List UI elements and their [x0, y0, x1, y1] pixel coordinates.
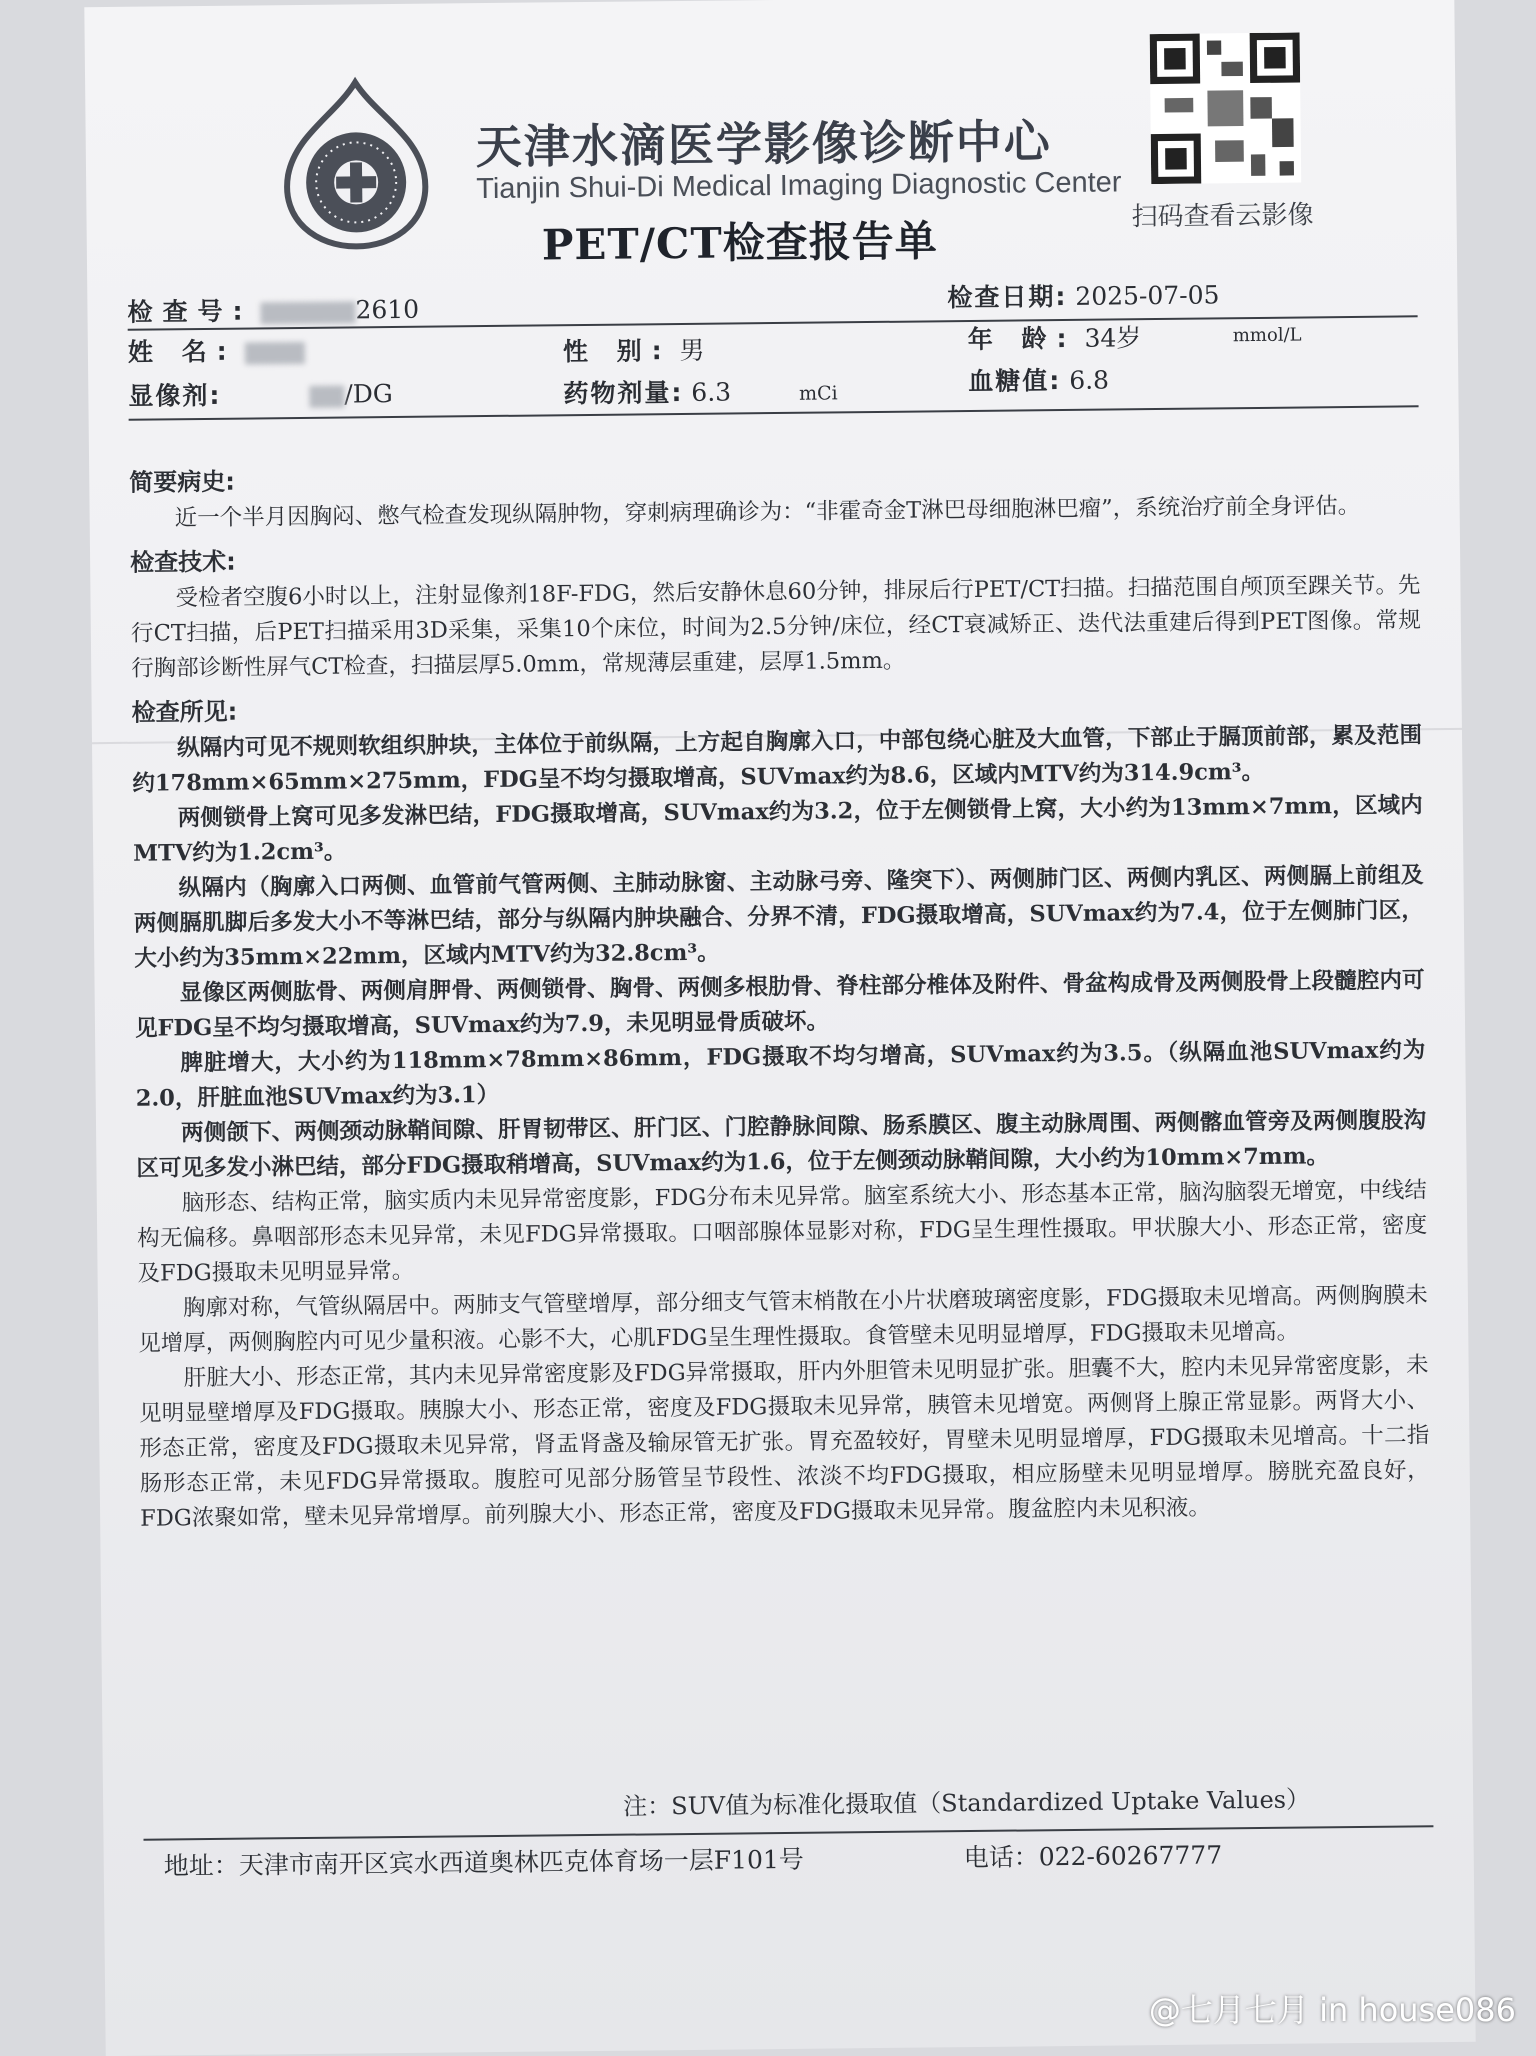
exam-date-value: 2025-07-05: [1075, 280, 1219, 311]
dose-unit: mCi: [799, 382, 838, 404]
history-title: 简要病史:: [129, 449, 1419, 498]
exam-date-label: 检查日期:: [947, 282, 1067, 312]
redaction: [309, 385, 344, 407]
report-body: [129, 443, 1430, 1536]
findings-title: 检查所见:: [131, 679, 1421, 728]
exam-no-label: 检查号:: [127, 296, 252, 326]
agent-row: [128, 374, 393, 413]
exam-no: [127, 290, 419, 329]
dose-label: 药物剂量:: [563, 378, 683, 408]
glucose-row: [968, 361, 1109, 398]
redaction: [244, 341, 304, 364]
footer-address: 地址：天津市南开区宾水西道奥林匹克体育场一层F101号: [164, 1840, 804, 1883]
finding-paragraph: 显像区两侧肱骨、两侧肩胛骨、两侧锁骨、胸骨、两侧多根肋骨、脊柱部分椎体及附件、骨盆构成骨及两侧股骨上段髓腔内可见FDG呈不均匀摄取增高，SUVmax约为7.9，未见明显骨质破坏。: [134, 963, 1425, 1047]
finding-paragraph: 肝脏大小、形态正常，其内未见异常密度影及FDG异常摄取，肝内外胆管未见明显扩张。胆囊不大，腔内未见异常密度影，未见明显壁增厚及FDG摄取。胰腺大小、形态正常，密度及FDG摄取未见异常，胰管未见增宽。两侧肾上腺正常显影。两肾大小、形态正常，密度及FDG摄取未见异常，肾盂肾盏及输尿管无扩张。胃充盈较好，胃壁未见明显增厚，FDG摄取未见增高。十二指肠形态正常，未见FDG异常摄取。腹腔可见部分肠管呈节段性、浓淡不均FDG摄取，相应肠壁未见明显增厚。膀胱充盈良好，FDG浓聚如常，壁未见异常增厚。前列腺大小、形态正常，密度及FDG摄取未见异常。腹盆腔内未见积液。: [138, 1348, 1430, 1536]
sex-row: [563, 331, 705, 368]
finding-paragraph: 胸廓对称，气管纵隔居中。两肺支气管壁增厚，部分细支气管末梢散在小片状磨玻璃密度影，FDG摄取未见增高。两侧胸膜未见增厚，两侧胸腔内可见少量积液。心影不大，心肌FDG呈生理性摄取。食管壁未见明显增厚，FDG摄取未见增高。: [138, 1278, 1429, 1362]
footer-rule: [143, 1825, 1433, 1841]
technique-text: 受检者空腹6小时以上，注射显像剂18F-FDG，然后安静休息60分钟，排尿后行PET/CT扫描。扫描范围自颅顶至踝关节。先行CT扫描，后PET扫描采用3D采集，采集10个床位，时间为2.5分钟/床位，经CT衰减矫正、迭代法重建后得到PET图像。常规行胸部诊断性屏气CT检查，扫描层厚5.0mm，常规薄层重建，层厚1.5mm。: [130, 568, 1421, 687]
agent-label: 显像剂:: [128, 381, 221, 411]
age-label: 年 龄:: [968, 324, 1077, 354]
finding-paragraph: 两侧颌下、两侧颈动脉鞘间隙、肝胃韧带区、肝门区、门腔静脉间隙、肠系膜区、腹主动脉周围、两侧髂血管旁及两侧腹股沟区可见多发小淋巴结，部分FDG摄取稍增高，SUVmax约为1.6，位于左侧颈动脉鞘间隙，大小约为10mm×7mm。: [136, 1103, 1427, 1187]
sex-value: 男: [679, 336, 704, 365]
qr-code: [1150, 33, 1302, 185]
agent-value: /DG: [344, 379, 393, 409]
glucose-label: 血糖值:: [968, 366, 1061, 396]
finding-paragraph: 纵隔内可见不规则软组织肿块，主体位于前纵隔，上方起自胸廓入口，中部包绕心脏及大血管，下部止于膈顶前部，累及范围约178mm×65mm×275mm，FDG呈不均匀摄取增高，SUVmax约为8.6，区域内MTV约为314.9cm³。: [132, 718, 1423, 802]
footer-phone: 电话：022-60267777: [964, 1835, 1223, 1874]
glucose-value: 6.8: [1069, 366, 1109, 395]
history-text: 近一个半月因胸闷、憋气检查发现纵隔肿物，穿刺病理确诊为：“非霍奇金T淋巴母细胞淋巴瘤”，系统治疗前全身评估。: [129, 488, 1419, 537]
suv-note: 注：SUV值为标准化摄取值（Standardized Uptake Values）: [623, 1779, 1310, 1821]
redaction: [260, 301, 355, 324]
qr-caption: 扫码查看云影像: [1131, 194, 1313, 233]
finding-paragraph: 两侧锁骨上窝可见多发淋巴结，FDG摄取增高，SUVmax约为3.2，位于左侧锁骨上窝，大小约为13mm×7mm，区域内MTV约为1.2cm³。: [133, 788, 1424, 872]
exam-no-value: 2610: [355, 295, 419, 325]
watermark: @七月七月 in house086: [1149, 1985, 1516, 2031]
report-title: PET/CT检查报告单: [541, 208, 937, 272]
finding-paragraph: 纵隔内（胸廓入口两侧、血管前气管两侧、主肺动脉窗、主动脉弓旁、隆突下）、两侧肺门区、两侧内乳区、两侧膈上前组及两侧膈肌脚后多发大小不等淋巴结，部分与纵隔内肿块融合、分界不清，FDG摄取增高，SUVmax约为7.4，位于左侧肺门区，大小约为35mm×22mm，区域内MTV约为32.8cm³。: [133, 858, 1424, 977]
sex-label: 性 别:: [563, 336, 672, 366]
center-logo: [265, 73, 447, 255]
org-name-en: Tianjin Shui-Di Medical Imaging Diagnostic Center: [476, 166, 1122, 206]
dose-value: 6.3: [691, 377, 731, 406]
age-row: [968, 318, 1142, 356]
name-row: [128, 331, 305, 369]
glucose-unit: mmol/L: [1233, 325, 1302, 347]
report-paper: [84, 0, 1475, 2056]
name-label: 姓 名:: [128, 337, 237, 367]
dose-row: [563, 371, 838, 410]
org-name-cn: 天津水滴医学影像诊断中心: [475, 105, 1052, 177]
technique-title: 检查技术:: [130, 529, 1420, 578]
finding-paragraph: 脑形态、结构正常，脑实质内未见异常密度影，FDG分布未见异常。脑室系统大小、形态基本正常，脑沟脑裂无增宽，中线结构无偏移。鼻咽部形态未见异常，未见FDG异常摄取。口咽部腺体显影对称，FDG呈生理性摄取。甲状腺大小、形态正常，密度及FDG摄取未见明显异常。: [137, 1173, 1428, 1292]
finding-paragraph: 脾脏增大，大小约为118mm×78mm×86mm，FDG摄取不均匀增高，SUVmax约为3.5。（纵隔血池SUVmax约为2.0，肝脏血池SUVmax约为3.1）: [135, 1033, 1426, 1117]
age-value: 34岁: [1084, 323, 1141, 353]
exam-date: [947, 275, 1219, 314]
